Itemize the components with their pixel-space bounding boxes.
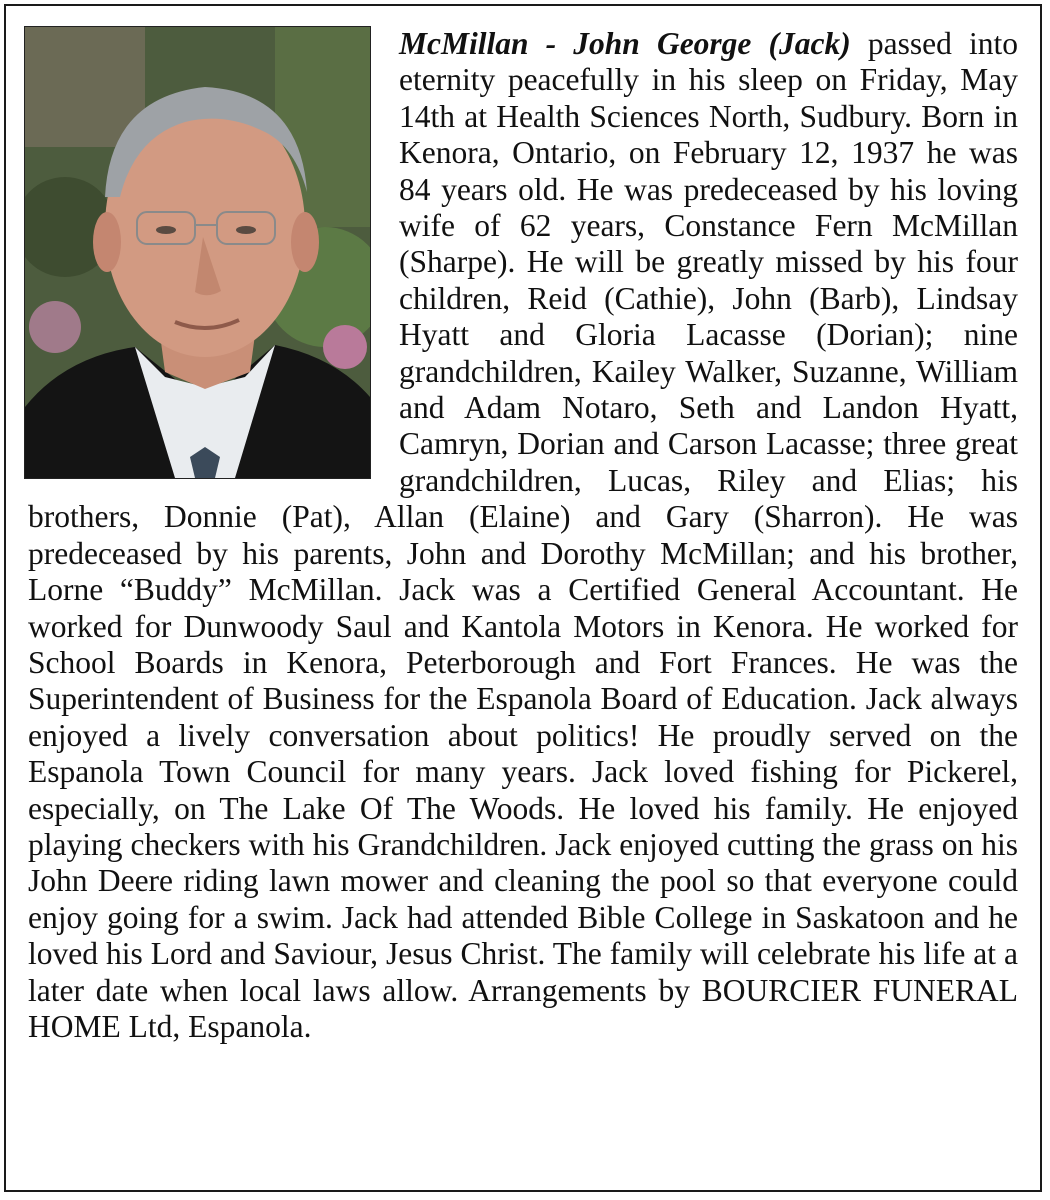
obituary-body: passed into eternity peacefully in his sleep on Friday, May 14th at Health Sciences North, Sudbury. Born in Kenora, Ontario, on February 12, 1937 he was 84 years old. He was predeceased by his loving wife of 62 years, Constance Fern McMillan (Sharpe). He will be greatly missed by his four children, Reid (Cathie), John (Barb), Lindsay Hyatt and Gloria Lacasse (Dorian); nine grandchildren, Kailey Walker, Suzanne, William and Adam Notaro, Seth and Landon Hyatt, Camryn, Dorian and Carson Lacasse; three great grandchildren, Lucas, Riley and Elias; his brothers, Donnie (Pat), Allan (Elaine) and Gary (Sharron). He was predeceased by his parents, John and Dorothy McMillan; and his brother, Lorne “Buddy” McMillan. Jack was a Certified General Accountant. He worked for Dunwoody Saul and Kantola Motors in Kenora. He worked for School Boards in Kenora, Peterborough and Fort Frances. He was the Superintendent of Business for the Espanola Board of Education. Jack always enjoyed a lively conversation about politics! He proudly served on the Espanola Town Council for many years. Jack loved fishing for Pickerel, especially, on The Lake Of The Woods. He loved his family. He enjoyed playing checkers with his Grandchildren. Jack enjoyed cutting the grass on his John Deere riding lawn mower and cleaning the pool so that everyone could enjoy going for a swim. Jack had attended Bible College in Saskatoon and he loved his Lord and Saviour, Jesus Christ. The family will celebrate his life at a later date when local laws allow. Arrangements by BOURCIER FUNERAL HOME Ltd, Espanola. <box>28 26 1019 1044</box>
obituary-frame <box>4 4 1042 1192</box>
portrait-illustration <box>25 27 370 478</box>
obituary-heading: McMillan - John George (Jack) <box>399 26 851 61</box>
portrait-photo <box>24 26 371 479</box>
